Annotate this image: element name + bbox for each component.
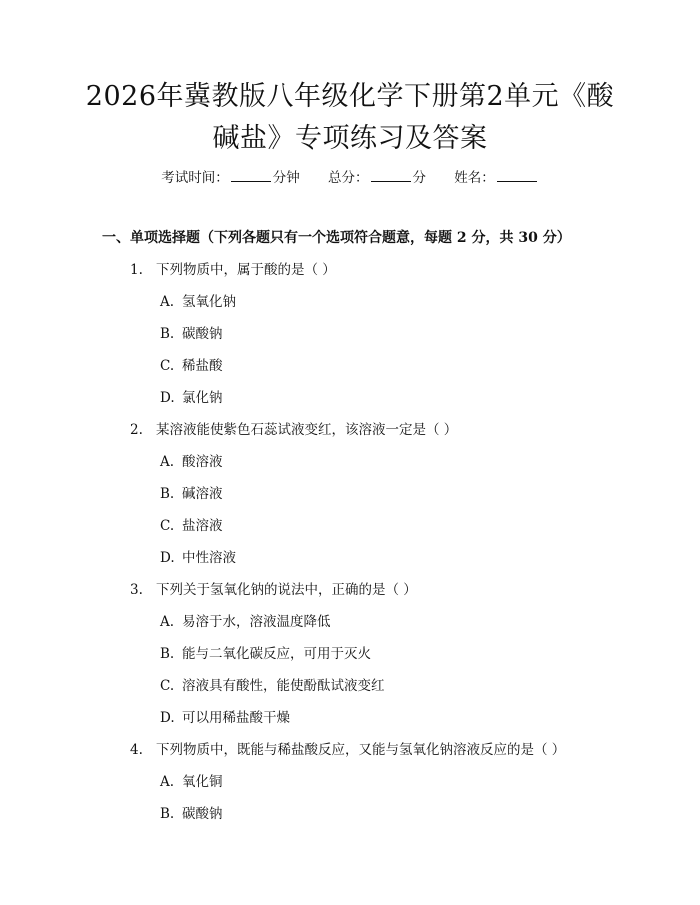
- option-text: 碳酸钠: [182, 806, 223, 822]
- option-text: 能与二氧化碳反应，可用于灭火: [182, 646, 371, 662]
- name-field: [454, 168, 539, 188]
- question-3: [130, 580, 417, 600]
- name-label: 姓名：: [454, 170, 495, 186]
- option-item: [160, 548, 236, 568]
- option-letter: C.: [160, 678, 175, 694]
- option-text: 溶液具有酸性，能使酚酞试液变红: [182, 678, 385, 694]
- option-text: 碱溶液: [182, 486, 223, 502]
- exam-info-line: [0, 168, 700, 188]
- option-item: [160, 388, 223, 408]
- option-text: 中性溶液: [182, 550, 236, 566]
- total-score-unit: 分: [412, 170, 426, 186]
- question-1: [130, 260, 336, 280]
- option-text: 盐溶液: [182, 518, 223, 534]
- option-letter: D.: [160, 390, 175, 406]
- option-text: 氧化铜: [182, 774, 223, 790]
- exam-time-label: 考试时间：: [161, 170, 229, 186]
- total-score-blank: [371, 169, 411, 182]
- option-text: 氯化钠: [182, 390, 223, 406]
- option-item: [160, 324, 223, 344]
- option-item: [160, 644, 371, 664]
- option-item: [160, 772, 223, 792]
- option-text: 稀盐酸: [182, 358, 223, 374]
- option-item: [160, 452, 223, 472]
- option-letter: B.: [160, 486, 175, 502]
- option-item: [160, 356, 223, 376]
- name-blank: [497, 169, 537, 182]
- exam-time-unit: 分钟: [272, 170, 300, 186]
- question-2: [130, 420, 457, 440]
- option-text: 氢氧化钠: [182, 294, 236, 310]
- option-item: [160, 708, 290, 728]
- option-item: [160, 292, 236, 312]
- total-score-label: 总分：: [328, 170, 369, 186]
- option-letter: C.: [160, 358, 175, 374]
- document-title: 2026年冀教版八年级化学下册第2单元《酸碱盐》专项练习及答案: [85, 81, 615, 154]
- question-number: 4.: [130, 742, 143, 758]
- option-letter: A.: [160, 774, 175, 790]
- section-heading: 一、单项选择题（下列各题只有一个选项符合题意，每题 2 分，共 30 分）: [102, 230, 571, 246]
- option-letter: C.: [160, 518, 175, 534]
- option-text: 易溶于水，溶液温度降低: [182, 614, 331, 630]
- question-text: 下列物质中，属于酸的是（ ）: [156, 262, 336, 278]
- option-letter: B.: [160, 646, 175, 662]
- option-text: 碳酸钠: [182, 326, 223, 342]
- exam-time-field: [161, 168, 300, 188]
- question-number: 1.: [130, 262, 143, 278]
- option-letter: B.: [160, 806, 175, 822]
- option-item: [160, 804, 223, 824]
- question-4: [130, 740, 565, 760]
- option-letter: A.: [160, 454, 175, 470]
- option-text: 酸溶液: [182, 454, 223, 470]
- option-letter: A.: [160, 614, 175, 630]
- exam-time-blank: [231, 169, 271, 182]
- option-letter: B.: [160, 326, 175, 342]
- option-item: [160, 516, 223, 536]
- option-letter: D.: [160, 550, 175, 566]
- option-letter: A.: [160, 294, 175, 310]
- question-text: 下列物质中，既能与稀盐酸反应，又能与氢氧化钠溶液反应的是（ ）: [156, 742, 566, 758]
- option-item: [160, 484, 223, 504]
- option-text: 可以用稀盐酸干燥: [182, 710, 290, 726]
- question-text: 下列关于氢氧化钠的说法中，正确的是（ ）: [156, 582, 417, 598]
- question-number: 3.: [130, 582, 143, 598]
- question-number: 2.: [130, 422, 143, 438]
- total-score-field: [328, 168, 426, 188]
- option-item: [160, 676, 385, 696]
- option-item: [160, 612, 331, 632]
- question-text: 某溶液能使紫色石蕊试液变红，该溶液一定是（ ）: [156, 422, 458, 438]
- option-letter: D.: [160, 710, 175, 726]
